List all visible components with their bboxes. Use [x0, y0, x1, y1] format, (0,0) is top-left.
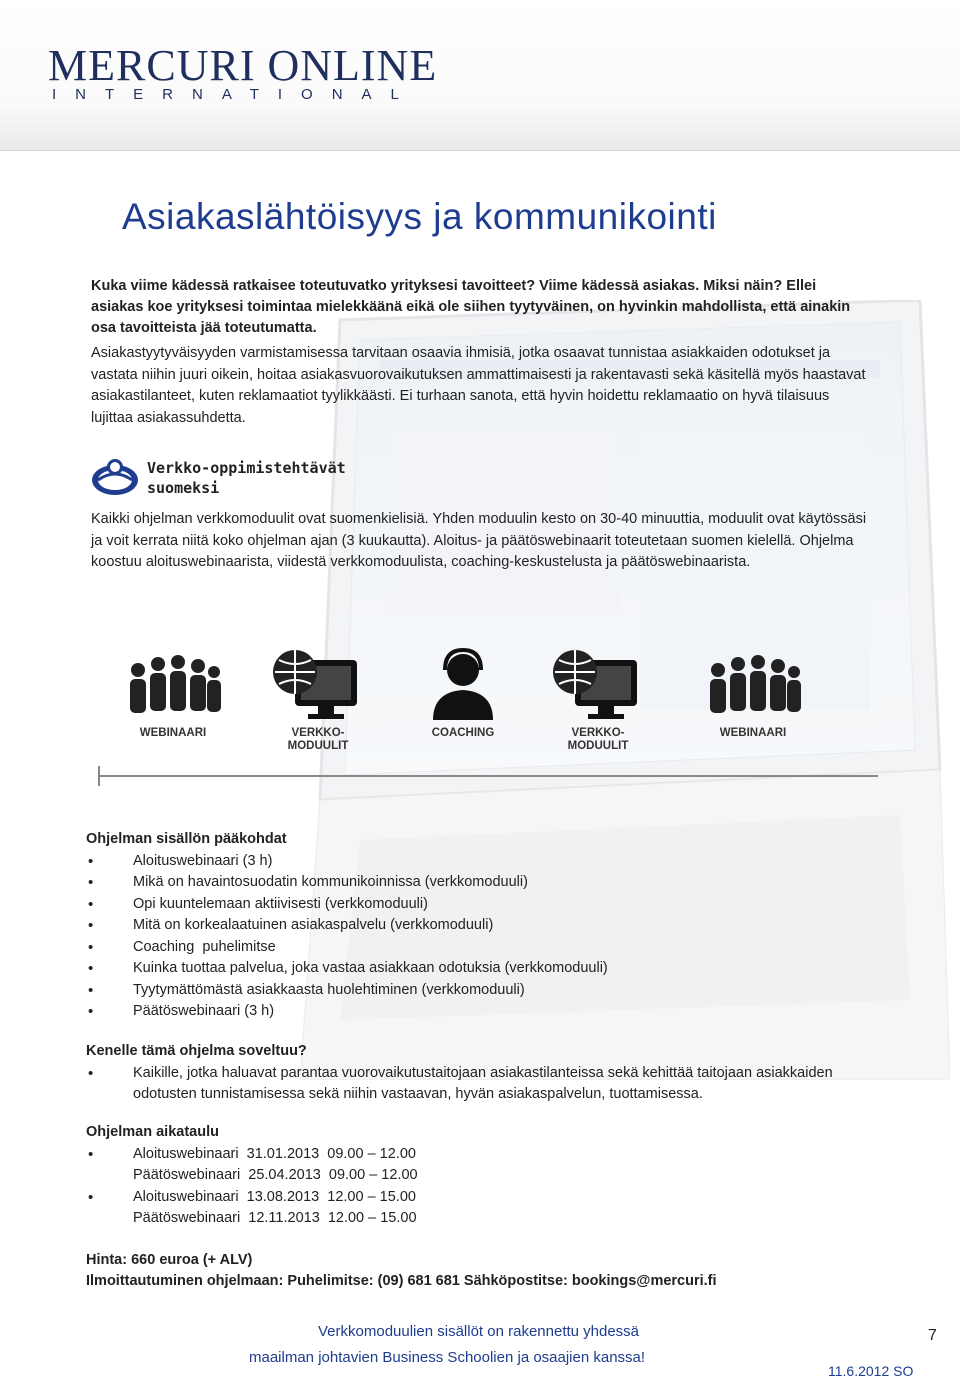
flow-step-coaching: [398, 640, 528, 770]
program-flow-diagram: [88, 640, 888, 790]
schedule-row: Päätöswebinaari 25.04.2013 09.00 – 12.00: [133, 1167, 418, 1183]
list-item: • Aloituswebinaari (3 h): [86, 851, 886, 873]
registration-line: Ilmoittautuminen ohjelmaan: Puhelimitse: (09) 681 681 Sähköpostitse: bookings@mercuri.fi: [86, 1273, 717, 1289]
online-tasks-line2: suomeksi: [147, 479, 220, 497]
company-logo: MERCURI ONLINE: [48, 41, 438, 90]
list-item: • Mitä on korkealaatuinen asiakaspalvelu (verkkomoduuli): [86, 915, 886, 937]
flow-label-2: VERKKO- MODUULIT: [287, 727, 349, 752]
list-item: • Kaikille, jotka haluavat parantaa vuorovaikutustaitojaan asiakastilanteissa sekä kehittää taitojaan asiakkaiden odotusten tunnistamisessa sekä niihin vastaavan, hyvän asiakaspalvelun, tuottamisessa.: [86, 1063, 886, 1106]
schedule-row: • Aloituswebinaari 13.08.2013 12.00 – 15.00: [86, 1187, 886, 1209]
audience-heading: Kenelle tämä ohjelma soveltuu?: [86, 1043, 307, 1059]
schedule-heading: Ohjelman aikataulu: [86, 1124, 219, 1140]
flow-step-webinar-end: [688, 640, 818, 770]
globe-person-icon: [90, 456, 140, 498]
company-logo-subtitle: INTERNATIONAL: [52, 86, 418, 103]
audience-section: [86, 1041, 886, 1106]
online-tasks-line1: Verkko-oppimistehtävät: [147, 459, 346, 477]
intro-paragraph: Kuka viime kädessä ratkaisee toteutuvatko yrityksesi tavoitteet? Viime kädessä asiakas. Miksi näin? Ellei asiakas koe yrityksesi toimintaa mielekkäänä eikä ole siihen tyytyväinen, on hyvinkin mahdollista, että ainakin osa tavoitteista jää toteutumatta.: [91, 278, 851, 336]
schedule-list: [86, 1144, 886, 1230]
online-tasks-badge: [90, 454, 410, 502]
list-item: • Kuinka tuottaa palvelua, joka vastaa asiakkaan odotuksia (verkkomoduuli): [86, 958, 886, 980]
flow-label-4: VERKKO- MODUULIT: [567, 727, 629, 752]
schedule-section: [86, 1122, 886, 1230]
page-title: Asiakaslähtöisyys ja kommunikointi: [122, 196, 717, 237]
list-item: • Coaching puhelimitse: [86, 937, 886, 959]
price-line: Hinta: 660 euroa (+ ALV): [86, 1252, 253, 1268]
flow-label-1: WEBINAARI: [139, 727, 207, 739]
page-number: 7: [928, 1327, 937, 1344]
globe-monitor-icon: [263, 640, 373, 725]
audience-list: [86, 1063, 886, 1106]
people-group-icon: [698, 640, 808, 725]
content-list: [86, 851, 886, 1023]
list-item: • Mikä on havaintosuodatin kommunikoinnissa (verkkomoduuli): [86, 872, 886, 894]
flow-label-3: COACHING: [431, 727, 495, 739]
online-tasks-label: [147, 458, 346, 498]
footer-tagline-1: Verkkomoduulien sisällöt on rakennettu yhdessä: [318, 1323, 640, 1340]
flow-step-modules-1: [253, 640, 383, 770]
flow-label-5: WEBINAARI: [719, 727, 787, 739]
coach-headset-icon: [408, 640, 518, 725]
body-paragraph: Asiakastyytyväisyyden varmistamisessa tarvitaan osaavia ihmisiä, jotka osaavat tunnistaa asiakkaiden odotukset ja vastata niihin juuri oikein, hoitaa asiakasvuorovaikutuksen ammattimaisesti ja rakentavasti sekä käsitellä myös haastavat asiakastilanteet, kuten reklamaatiot tyylikkäästi. Ei turhaan sanota, että hyvin hoidettu reklamaatio on hyvä tilaisuus lujittaa asiakassuhdetta.: [91, 345, 866, 426]
list-item: • Tyytymättömästä asiakkaasta huolehtiminen (verkkomoduuli): [86, 980, 886, 1002]
page-header: [0, 0, 960, 151]
flow-step-webinar-start: [108, 640, 238, 770]
list-item: • Opi kuuntelemaan aktiivisesti (verkkomoduuli): [86, 894, 886, 916]
footer-date: 11.6.2012 SO: [828, 1363, 914, 1379]
schedule-row: Päätöswebinaari 12.11.2013 12.00 – 15.00: [133, 1210, 417, 1226]
people-group-icon: [118, 640, 228, 725]
content-section: [86, 829, 886, 1023]
content-heading: Ohjelman sisällön pääkohdat: [86, 831, 287, 847]
schedule-row: • Aloituswebinaari 31.01.2013 09.00 – 12.00: [86, 1144, 886, 1166]
globe-monitor-icon: [543, 640, 653, 725]
flow-timeline: [98, 775, 878, 777]
flow-step-modules-2: [533, 640, 663, 770]
footer-tagline-2: maailman johtavien Business Schoolien ja osaajien kanssa!: [249, 1349, 646, 1366]
modules-paragraph: Kaikki ohjelman verkkomoduulit ovat suomenkielisiä. Yhden moduulin kesto on 30-40 minuuttia, moduulit ovat käytössäsi ja voit kerrata niitä koko ohjelman ajan (3 kuukautta). Aloitus- ja päätöswebinaarit toteutetaan suomen kielellä. Ohjelma koostuu aloituswebinaarista, viidestä verkkomoduulista, coaching-keskustelusta ja päätöswebinaarista.: [91, 511, 867, 570]
list-item: • Päätöswebinaari (3 h): [86, 1001, 886, 1023]
